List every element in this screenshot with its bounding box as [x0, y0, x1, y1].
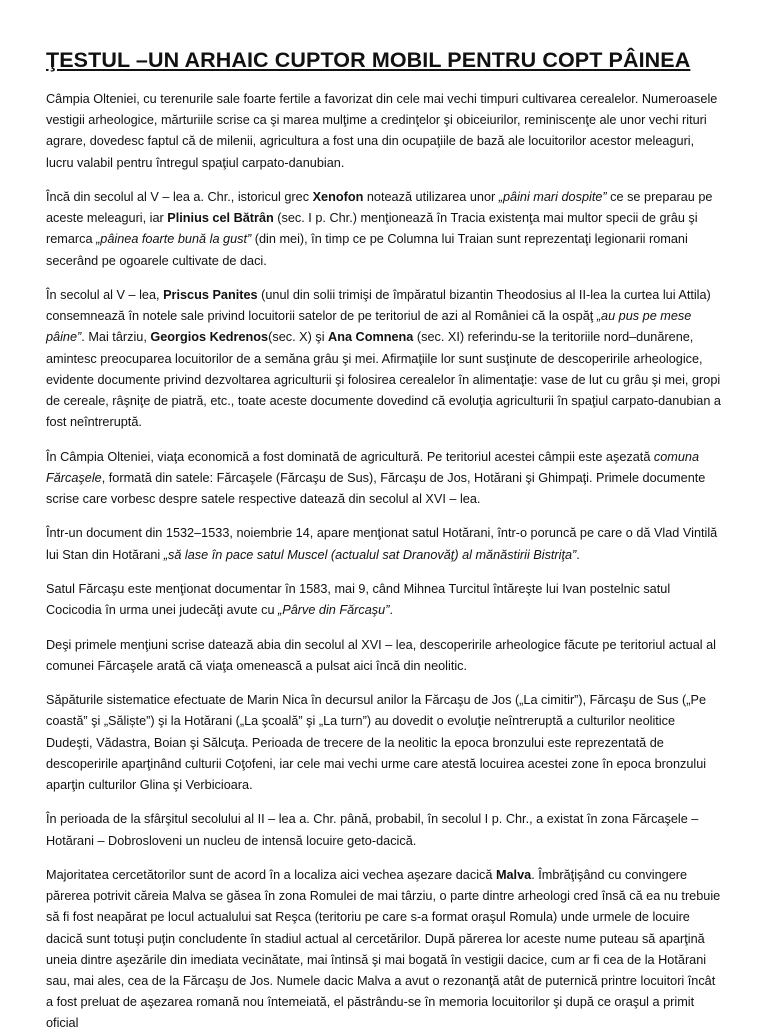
- text-run: . Îmbrăţişând cu convingere părerea potrivit căreia Malva se găsea în zona Romulei de mai târziu, o parte dintre arheologi cred însă că ea nu trebuie să fi fost neapărat pe locul actualului sat Reşca (teritoriu pe care s-a format oraşul Romula) unde urmele de locuire dacică sunt totuşi puţin concludente în stadiul actual al cercetărilor. După părerea lor aceste nume puteau să aparţină uneia dintre aşezările din imediata vecinătate, mai întinsă şi mai bogată în vestigii dacice, cum ar fi cea de la Hotărani sau, mai ales, cea de la Fărcaşu de Jos. Numele dacic Malva a avut o rezonanţă atât de puternică printre locuitori încât a fost preluat de aşezarea romană nou întemeiată, el păstrându-se în memoria locuitorilor şi după ce oraşul a primit oficial: [46, 867, 721, 1031]
- paragraph-1-text: Câmpia Olteniei, cu terenurile sale foarte fertile a favorizat din cele mai vechi timpuri cultivarea cerealelor. Numeroasele vestigii arheologice, mărturiile scrise ca şi marea mulţime a credinţelor şi obiceiurilor, reminiscenţe ale unor vechi rituri agrare, dovedesc faptul că de milenii, agricultura a fost una din ocupaţiile de bază ale locuitorilor acestor meleaguri, lucru valabil pentru întregul spaţiul carpato-danubian.: [46, 92, 718, 170]
- text-run: (din mei), în timp ce pe Columna lui Traian sunt reprezentaţi legionarii romani secerând pe ogoarele cultivate de daci.: [46, 232, 688, 268]
- name-malva: Malva: [495, 867, 532, 882]
- name-kedrenos: Georgios Kedrenos: [150, 330, 269, 345]
- quote-parve: „Pârve din Fărcaşu”: [278, 603, 390, 618]
- quote-au-pus: „au pus pe mese pâine”: [46, 309, 692, 345]
- text-run: notează utilizarea unor: [363, 190, 499, 204]
- paragraph-1: [46, 89, 722, 174]
- text-run: În secolul al V – lea,: [46, 288, 164, 302]
- text-run: .: [389, 603, 393, 618]
- paragraph-2: [46, 187, 722, 272]
- text-run: (sec. XI) referindu-se la teritoriile nord–dunărene, amintesc preocuparea locuitorilor de a semăna grâu şi mei. Afirmaţiile lor sunt susţinute de descoperirile arheologice, evidente documente privind dezvoltarea agriculturii şi folosirea cerealelor în alimentaţie: vase de lut cu grâu şi mei, gropi de cereale, râşniţe de piatră, etc., toate aceste documente dovedind că evoluţia agriculturii în spaţiul carpato-danubian a fost neîntreruptă.: [46, 330, 721, 430]
- text-run: (sec. I p. Chr.) menţionează în Tracia existenţa mai multor specii de grâu şi remarca: [46, 211, 698, 247]
- paragraph-5: [46, 523, 722, 565]
- name-priscus: Priscus Panites: [163, 288, 258, 302]
- name-ana-comnena: Ana Comnena: [328, 330, 414, 345]
- paragraph-7: [46, 635, 722, 677]
- page-title: ŢESTUL –UN ARHAIC CUPTOR MOBIL PENTRU COPT PÂINEA: [46, 48, 691, 72]
- paragraph-3: [46, 285, 722, 433]
- text-run: Încă din secolul al V – lea a. Chr., istoricul grec: [46, 190, 313, 204]
- text-run: ce se preparau pe aceste meleaguri, iar: [46, 190, 713, 226]
- text-run: Majoritatea cercetătorilor sunt de acord în a localiza aici vechea aşezare dacică: [46, 867, 496, 882]
- text-run: , formată din satele: Fărcaşele (Fărcaşu de Sus), Fărcaşu de Jos, Hotărani şi Ghimpaţi. Primele documente scrise care vorbesc despre satele respective datează din secolul al XVI – lea.: [46, 470, 706, 507]
- paragraph-8: [46, 690, 722, 796]
- text-run: (unul din solii trimişi de împăratul bizantin Theodosius al II-lea la curtea lui Attila) consemnează în notele sale privind locuitorii satelor de pe teritoriul de azi al României că la ospăţ: [46, 288, 711, 324]
- paragraph-9-text: În perioada de la sfârşitul secolului al II – lea a. Chr. până, probabil, în secolul I p. Chr., a existat în zona Fărcaşele – Hotărani – Dobrosloveni un nucleu de intensă locuire geto-dacică.: [46, 812, 699, 848]
- quote-painea-buna: „pâinea foarte bună la gust”: [96, 232, 252, 247]
- name-plinius: Plinius cel Bătrân: [167, 211, 274, 226]
- paragraph-4: [46, 447, 722, 511]
- paragraph-9: [46, 809, 722, 851]
- text-run: .: [576, 547, 580, 562]
- quote-sa-lase: „să lase în pace satul Muscel (actualul sat Dranovăţ) al mănăstirii Bistriţa”: [163, 547, 577, 562]
- text-run: Într-un document din 1532–1533, noiembrie 14, apare menţionat satul Hotărani, într-o poruncă pe care o dă Vlad Vintilă lui Stan din Hotărani: [46, 526, 718, 562]
- text-run: Satul Fărcaşu este menţionat documentar în 1583, mai 9, când Mihnea Turcitul întăreşte lui Ivan postelnic satul Cocicodia în urma unei judecăţi avute cu: [46, 582, 671, 618]
- paragraph-8-text: Săpăturile sistematice efectuate de Marin Nica în decursul anilor la Fărcaşu de Jos („La cimitir”), Fărcaşu de Sus („Pe coastă” şi „Săliște”) şi la Hotărani („La şcoală” şi „La turn”) au dovedit o evoluţie neîntreruptă a culturilor neolitice Dudeşti, Vădastra, Boian şi Sălcuţa. Perioada de trecere de la neolitic la epoca bronzului este reprezentată de descoperirile aparţinând culturii Coţofeni, iar cele mai vechi urme care atestă locuirea acestei zone în epoca bronzului aparţin culturilor Glina şi Verbicioara.: [46, 693, 707, 792]
- text-run: (sec. X) şi: [268, 330, 329, 345]
- paragraph-6: [46, 579, 722, 621]
- emphasis-comuna: comuna Fărcaşele: [46, 449, 700, 485]
- paragraph-7-text: Deşi primele menţiuni scrise datează abia din secolul al XVI – lea, descoperirile arheologice făcute pe teritoriul actual al comunei Fărcaşele arată că viaţa omenească a pulsat aici încă din neolitic.: [46, 637, 716, 673]
- text-run: . Mai târziu,: [81, 330, 151, 345]
- paragraph-10: [46, 865, 722, 1035]
- quote-paini-mari: „pâini mari dospite”: [498, 190, 607, 204]
- name-xenofon: Xenofon: [312, 190, 364, 204]
- text-run: În Câmpia Olteniei, viaţa economică a fost dominată de agricultură. Pe teritoriul acestei câmpii este aşezată: [46, 449, 654, 464]
